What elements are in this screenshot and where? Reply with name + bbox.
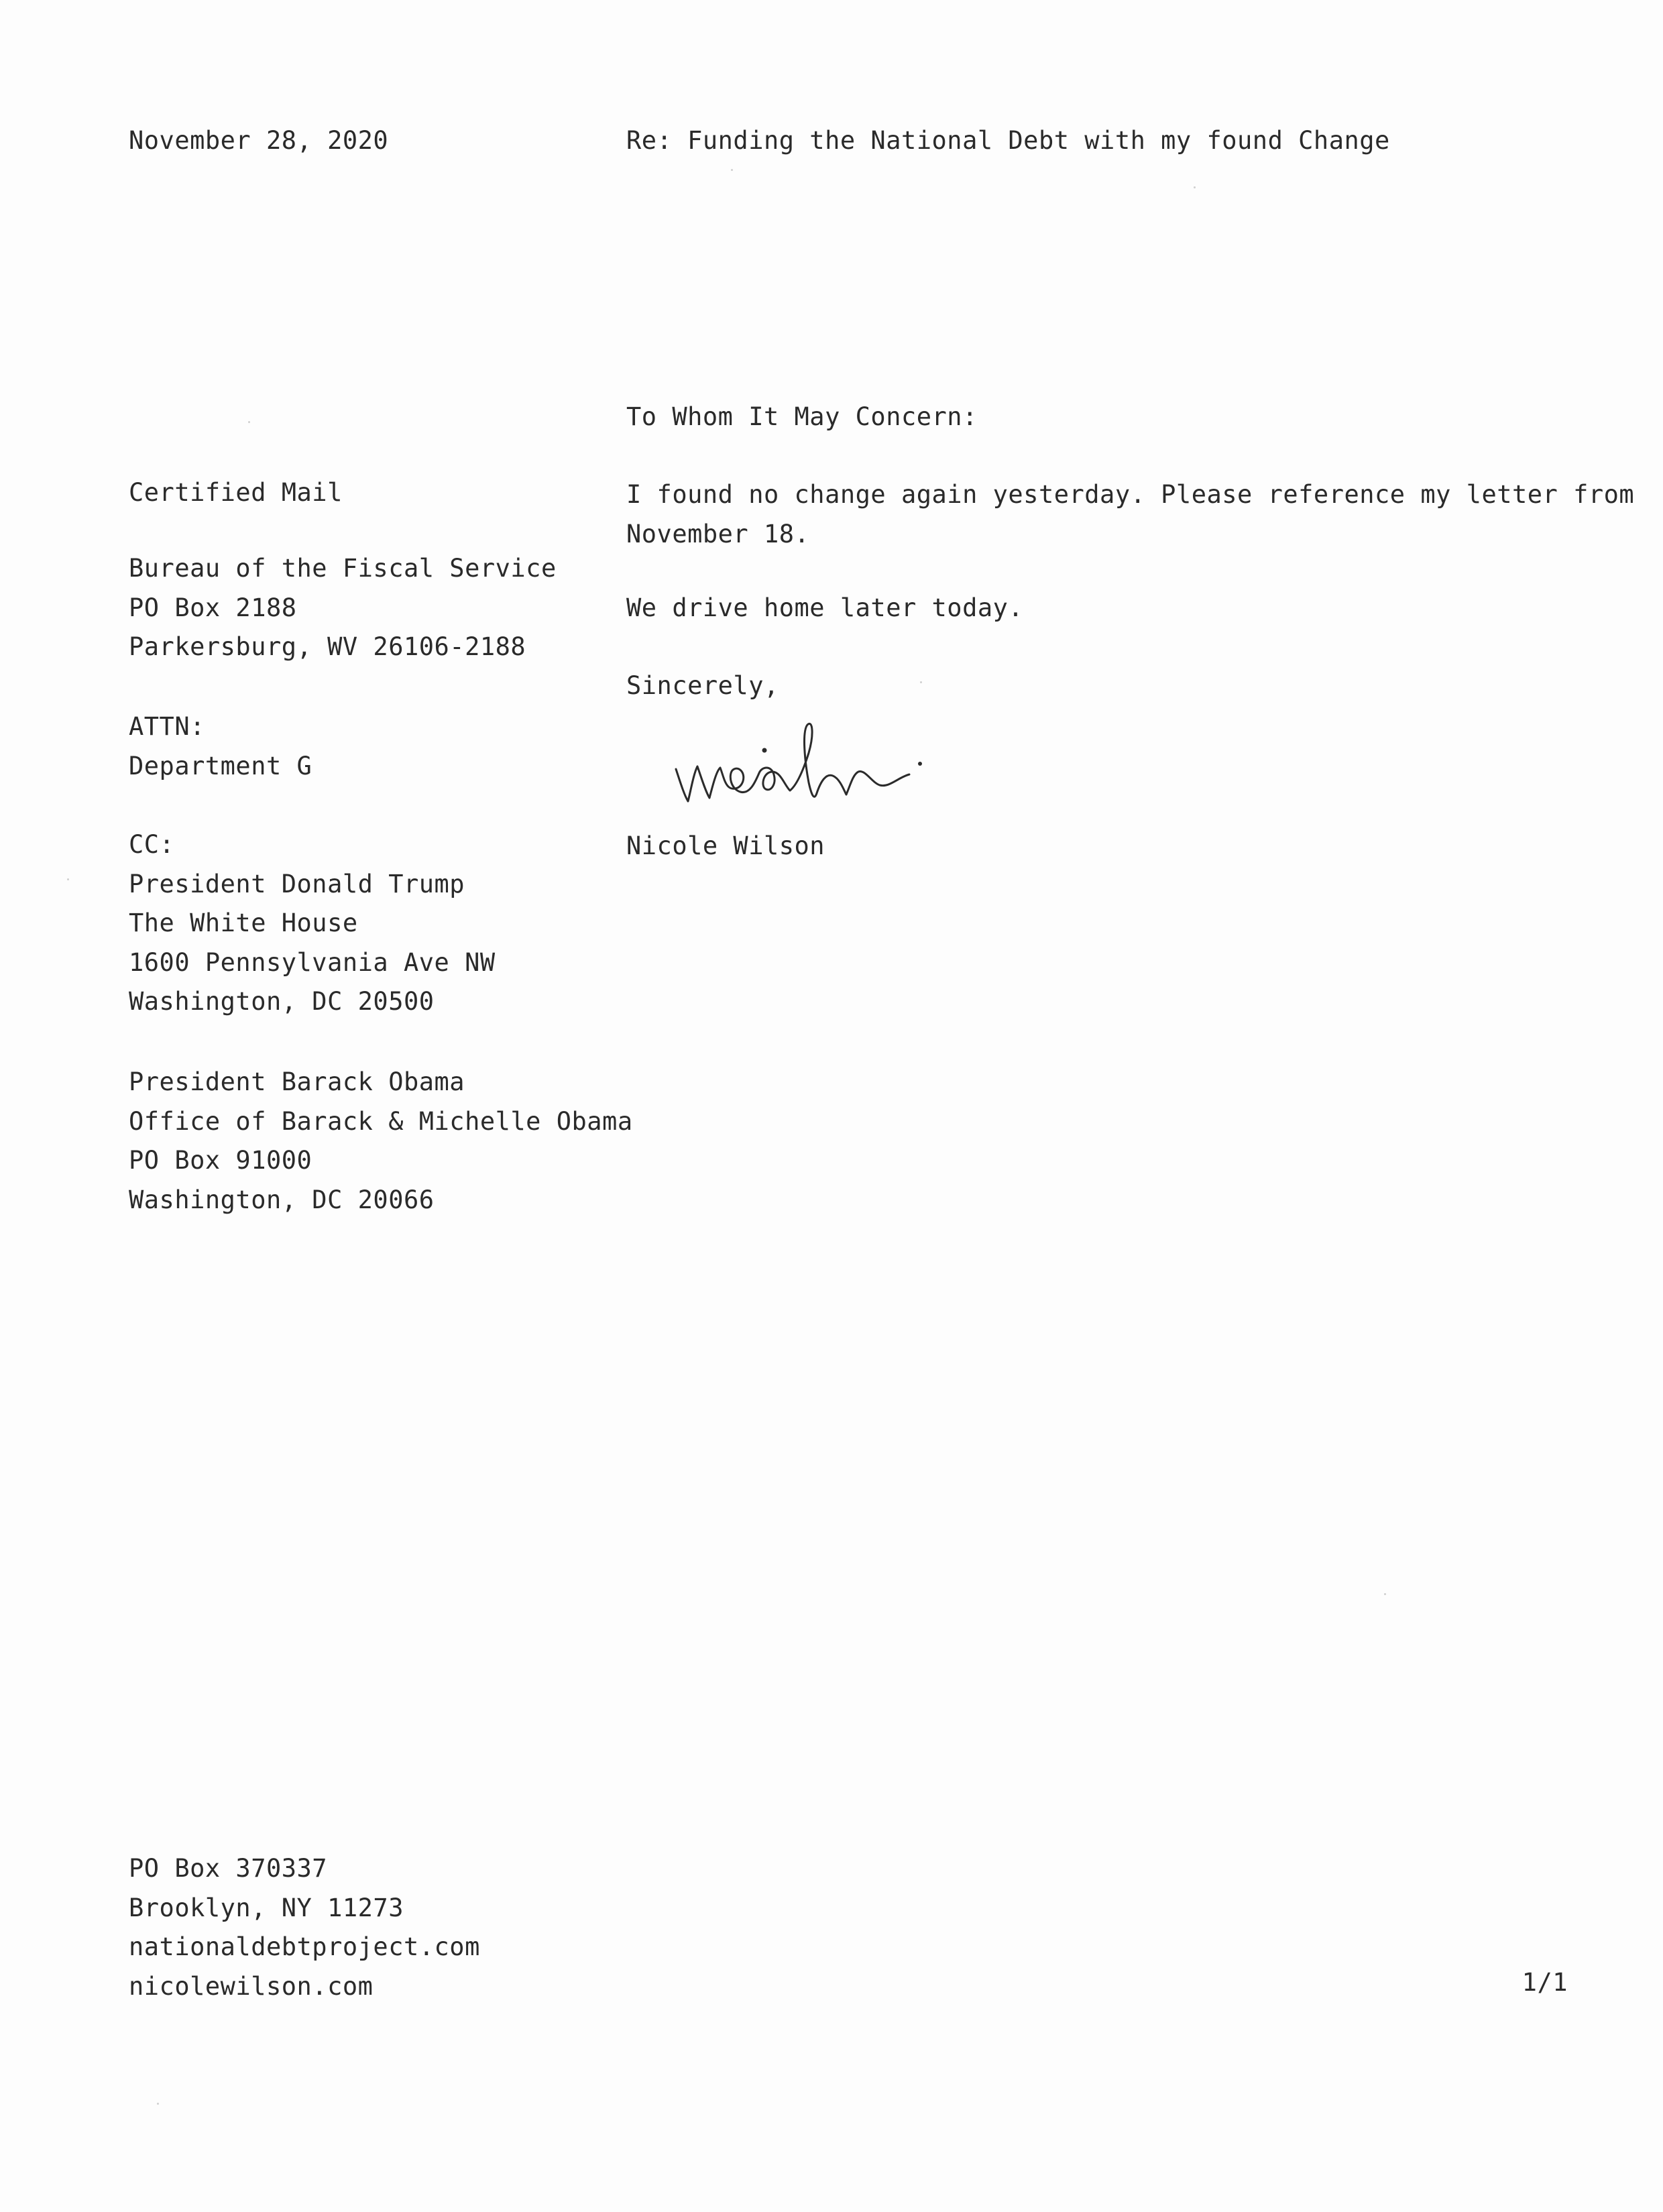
sender-name: Nicole Wilson bbox=[626, 831, 825, 860]
salutation: To Whom It May Concern: bbox=[626, 402, 978, 431]
cc-second-org: Office of Barack & Michelle Obama bbox=[129, 1106, 633, 1136]
footer-website-1: nationaldebtproject.com bbox=[129, 1932, 480, 1961]
handwritten-signature bbox=[671, 707, 1006, 821]
body-paragraph-1-line-2: November 18. bbox=[626, 519, 810, 548]
letter-subject: Re: Funding the National Debt with my found Change bbox=[626, 126, 1390, 155]
scan-speck bbox=[1384, 1593, 1386, 1595]
scan-speck bbox=[920, 681, 922, 683]
cc-first-address-line2: Washington, DC 20500 bbox=[129, 987, 435, 1016]
cc-second-name: President Barack Obama bbox=[129, 1067, 465, 1096]
recipient-name: Bureau of the Fiscal Service bbox=[129, 554, 557, 583]
body-paragraph-2: We drive home later today. bbox=[626, 593, 1024, 622]
footer-contact bbox=[129, 1849, 480, 2006]
cc-first-address-line1: 1600 Pennsylvania Ave NW bbox=[129, 947, 496, 977]
cc-label: CC: bbox=[129, 830, 175, 859]
scan-speck bbox=[731, 169, 733, 171]
recipient-address-line1: PO Box 2188 bbox=[129, 593, 297, 622]
cc-first-name: President Donald Trump bbox=[129, 869, 465, 898]
scan-speck bbox=[67, 878, 69, 880]
recipient-address-line2: Parkersburg, WV 26106-2188 bbox=[129, 632, 526, 661]
closing: Sincerely, bbox=[626, 671, 779, 700]
cc-second-address-line2: Washington, DC 20066 bbox=[129, 1185, 435, 1214]
cc-block bbox=[129, 825, 496, 1022]
cc-second-address-line1: PO Box 91000 bbox=[129, 1146, 312, 1175]
attention-value: Department G bbox=[129, 751, 312, 780]
scan-speck bbox=[1194, 186, 1196, 188]
body-paragraph-1-line-1: I found no change again yesterday. Please reference my letter from bbox=[626, 480, 1635, 509]
scan-speck bbox=[157, 2103, 159, 2105]
cc-first-org: The White House bbox=[129, 909, 358, 937]
letter-date: November 28, 2020 bbox=[129, 126, 389, 155]
scan-speck bbox=[248, 421, 250, 423]
recipient-address bbox=[129, 549, 557, 667]
page-number: 1/1 bbox=[1522, 1968, 1568, 1997]
cc-second-block bbox=[129, 1063, 633, 1220]
body-paragraph-1 bbox=[626, 475, 1635, 554]
footer-address-line1: PO Box 370337 bbox=[129, 1854, 328, 1883]
attention-block bbox=[129, 707, 312, 786]
footer-address-line2: Brooklyn, NY 11273 bbox=[129, 1893, 404, 1922]
attention-label: ATTN: bbox=[129, 712, 205, 741]
delivery-method: Certified Mail bbox=[129, 478, 343, 507]
footer-website-2: nicolewilson.com bbox=[129, 1971, 374, 2001]
